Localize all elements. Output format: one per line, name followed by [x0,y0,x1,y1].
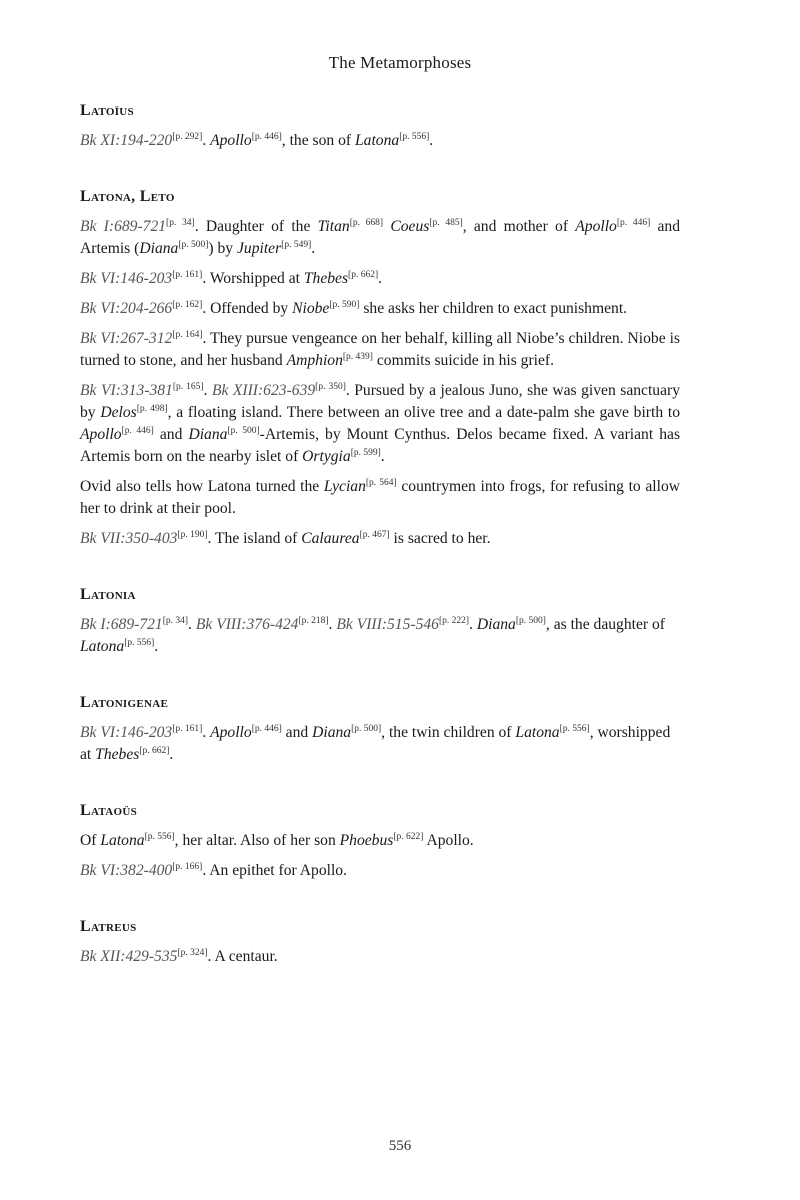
name-reference: Latona [100,832,145,849]
page-reference-link[interactable]: [p. 164] [172,329,203,340]
page-reference-link[interactable]: [p. 590] [329,299,360,310]
body-text: , worshipped at [80,724,671,763]
name-reference: Apollo [575,218,617,235]
book-reference-link[interactable]: Bk VIII:515-546 [336,616,439,633]
body-text: she asks her children to exact punishment. [359,300,628,317]
body-text: , as the daughter of [545,616,665,633]
book-reference-link[interactable]: Bk VI:267-312 [80,330,173,347]
entry-paragraph [80,298,680,320]
body-text: . The island of [207,530,302,547]
body-text: and [153,426,189,443]
entry-paragraph [80,946,680,968]
page-reference-link[interactable]: [p. 222] [438,615,470,626]
body-text: and Artemis ( [80,218,681,257]
entry-paragraph [80,216,680,260]
page-reference-link[interactable]: [p. 622] [393,831,424,842]
body-text: , and mother of [462,218,576,235]
book-reference-link[interactable]: Bk I:689-721 [80,218,167,235]
entry-paragraph [80,268,680,290]
body-text: . [202,724,211,741]
page-reference-link[interactable]: [p. 190] [177,529,208,540]
name-reference: Jupiter [237,240,282,257]
body-text: is sacred to her. [389,530,491,547]
entry-headword: Latoïus [80,102,134,119]
page-reference-link[interactable]: [p. 446] [616,217,651,228]
name-reference: Apollo [210,724,252,741]
book-reference-link[interactable]: Bk XIII:623-639 [211,382,316,399]
body-text: . [328,616,337,633]
body-text: . [202,132,211,149]
page-reference-link[interactable]: [p. 446] [251,723,282,734]
body-text: . Worshipped at [202,270,304,287]
body-text: . Daughter of the [194,218,318,235]
page-reference-link[interactable]: [p. 500] [515,615,546,626]
page-reference-link[interactable]: [p. 467] [359,529,390,540]
body-text: , a floating island. There between an olive tree and a date-palm she gave birth to [167,404,680,421]
name-reference: Coeus [390,218,430,235]
entry-headword: Latonigenae [80,694,169,711]
page-reference-link[interactable]: [p. 500] [178,239,209,250]
body-text: . [378,270,383,287]
book-reference-link[interactable]: Bk VIII:376-424 [195,616,299,633]
body-text: . Pursued by a jealous Juno, she was given sanctuary by [80,382,681,421]
page-reference-link[interactable]: [p. 662] [139,745,170,756]
book-reference-link[interactable]: Bk VII:350-403 [80,530,178,547]
page-reference-link[interactable]: [p. 165] [172,381,204,392]
body-text: Apollo. [423,832,474,849]
entry-paragraph [80,528,680,550]
page-reference-link[interactable]: [p. 556] [124,637,155,648]
body-text: ) by [208,240,237,257]
entry-paragraph [80,614,680,658]
page-reference-link[interactable]: [p. 34] [166,217,195,228]
name-reference: Ortygia [302,448,351,465]
page-reference-link[interactable]: [p. 500] [227,425,260,436]
page-reference-link[interactable]: [p. 161] [172,269,203,280]
page-reference-link[interactable]: [p. 485] [429,217,463,228]
glossary-entry [80,692,680,766]
book-reference-link[interactable]: Bk XII:429-535 [80,948,178,965]
body-text: . [154,638,159,655]
glossary-entry [80,916,680,968]
name-reference: Thebes [303,270,349,287]
book-reference-link[interactable]: Bk VI:382-400 [80,862,173,879]
body-text: , the twin children of [381,724,516,741]
entry-headword: Latonia [80,586,136,603]
glossary-entries [80,100,680,1002]
name-reference: Amphion [286,352,343,369]
name-reference: Apollo [210,132,252,149]
name-reference: Calaurea [301,530,360,547]
page-reference-link[interactable]: [p. 439] [342,351,373,362]
entry-paragraph [80,830,680,852]
glossary-entry [80,800,680,882]
entry-paragraph [80,476,680,520]
name-reference: Titan [317,218,350,235]
page-reference-link[interactable]: [p. 500] [351,723,382,734]
body-text: countrymen into frogs, for refusing to allow her to drink at their pool. [80,478,681,517]
name-reference: Niobe [292,300,330,317]
body-text: . A centaur. [207,948,278,965]
body-text: . [429,132,434,149]
body-text: . Offended by [202,300,293,317]
page-reference-link[interactable]: [p. 446] [251,131,282,142]
page-reference-link[interactable]: [p. 166] [172,861,203,872]
glossary-entry [80,584,680,658]
name-reference: Apollo [80,426,122,443]
book-reference-link[interactable]: Bk I:689-721 [80,616,163,633]
name-reference: Diana [476,616,516,633]
page-reference-link[interactable]: [p. 324] [177,947,208,958]
body-text: -Artemis, by Mount Cynthus. Delos became fixed. A variant has Artemis born on the nearby islet of [80,426,681,465]
page-reference-link[interactable]: [p. 549] [281,239,312,250]
entry-paragraph [80,328,680,372]
body-text: , her altar. Also of her son [174,832,340,849]
page-reference-link[interactable]: [p. 161] [172,723,203,734]
page-reference-link[interactable]: [p. 350] [315,381,346,392]
entry-headword: Latreus [80,918,137,935]
body-text: . [311,240,316,257]
glossary-entry [80,100,680,152]
page-reference-link[interactable]: [p. 34] [162,615,189,626]
page-reference-link[interactable]: [p. 564] [365,477,397,488]
name-reference: Phoebus [339,832,394,849]
page-reference-link[interactable]: [p. 556] [399,131,430,142]
name-reference: Diana [188,426,228,443]
page-reference-link[interactable]: [p. 662] [348,269,379,280]
page-reference-link[interactable]: [p. 668] [349,217,384,228]
name-reference: Diana [139,240,179,257]
running-head: The Metamorphoses [328,53,472,72]
name-reference: Thebes [95,746,140,763]
page-reference-link[interactable]: [p. 599] [350,447,381,458]
name-reference: Delos [100,404,137,421]
body-text: . [188,616,196,633]
entry-paragraph [80,130,680,152]
body-text: Of [80,832,101,849]
page-reference-link[interactable]: [p. 556] [144,831,175,842]
name-reference: Latona [354,132,400,149]
book-reference-link[interactable]: Bk XI:194-220 [80,132,173,149]
book-reference-link[interactable]: Bk VI:146-203 [80,724,173,741]
page-reference-link[interactable]: [p. 218] [298,615,329,626]
name-reference: Lycian [323,478,366,495]
body-text: . [469,616,477,633]
book-reference-link[interactable]: Bk VI:204-266 [80,300,173,317]
entry-headword: Lataoüs [80,802,137,819]
body-text: . An epithet for Apollo. [202,862,347,879]
name-reference: Latona [80,638,125,655]
page-reference-link[interactable]: [p. 446] [121,425,154,436]
entry-paragraph [80,722,680,766]
entry-paragraph [80,380,680,468]
body-text: commits suicide in his grief. [372,352,555,369]
book-reference-link[interactable]: Bk VI:313-381 [80,382,173,399]
body-text: . [203,382,212,399]
page-reference-link[interactable]: [p. 498] [136,403,168,414]
page-number: 556 [388,1138,412,1154]
body-text: and [281,724,313,741]
body-text: . [380,448,385,465]
entry-paragraph [80,860,680,882]
body-text: Ovid also tells how Latona turned the [80,478,324,495]
body-text: . [169,746,174,763]
body-text: , the son of [281,132,355,149]
page-reference-link[interactable]: [p. 162] [172,299,203,310]
name-reference: Latona [515,724,560,741]
page-reference-link[interactable]: [p. 556] [559,723,590,734]
name-reference: Diana [312,724,352,741]
entry-headword: Latona, Leto [80,188,175,205]
page-reference-link[interactable]: [p. 292] [172,131,203,142]
body-text: . They pursue vengeance on her behalf, killing all Niobe’s children. Niobe is turned to stone, and her husband [80,330,681,369]
glossary-entry [80,186,680,550]
book-reference-link[interactable]: Bk VI:146-203 [80,270,173,287]
